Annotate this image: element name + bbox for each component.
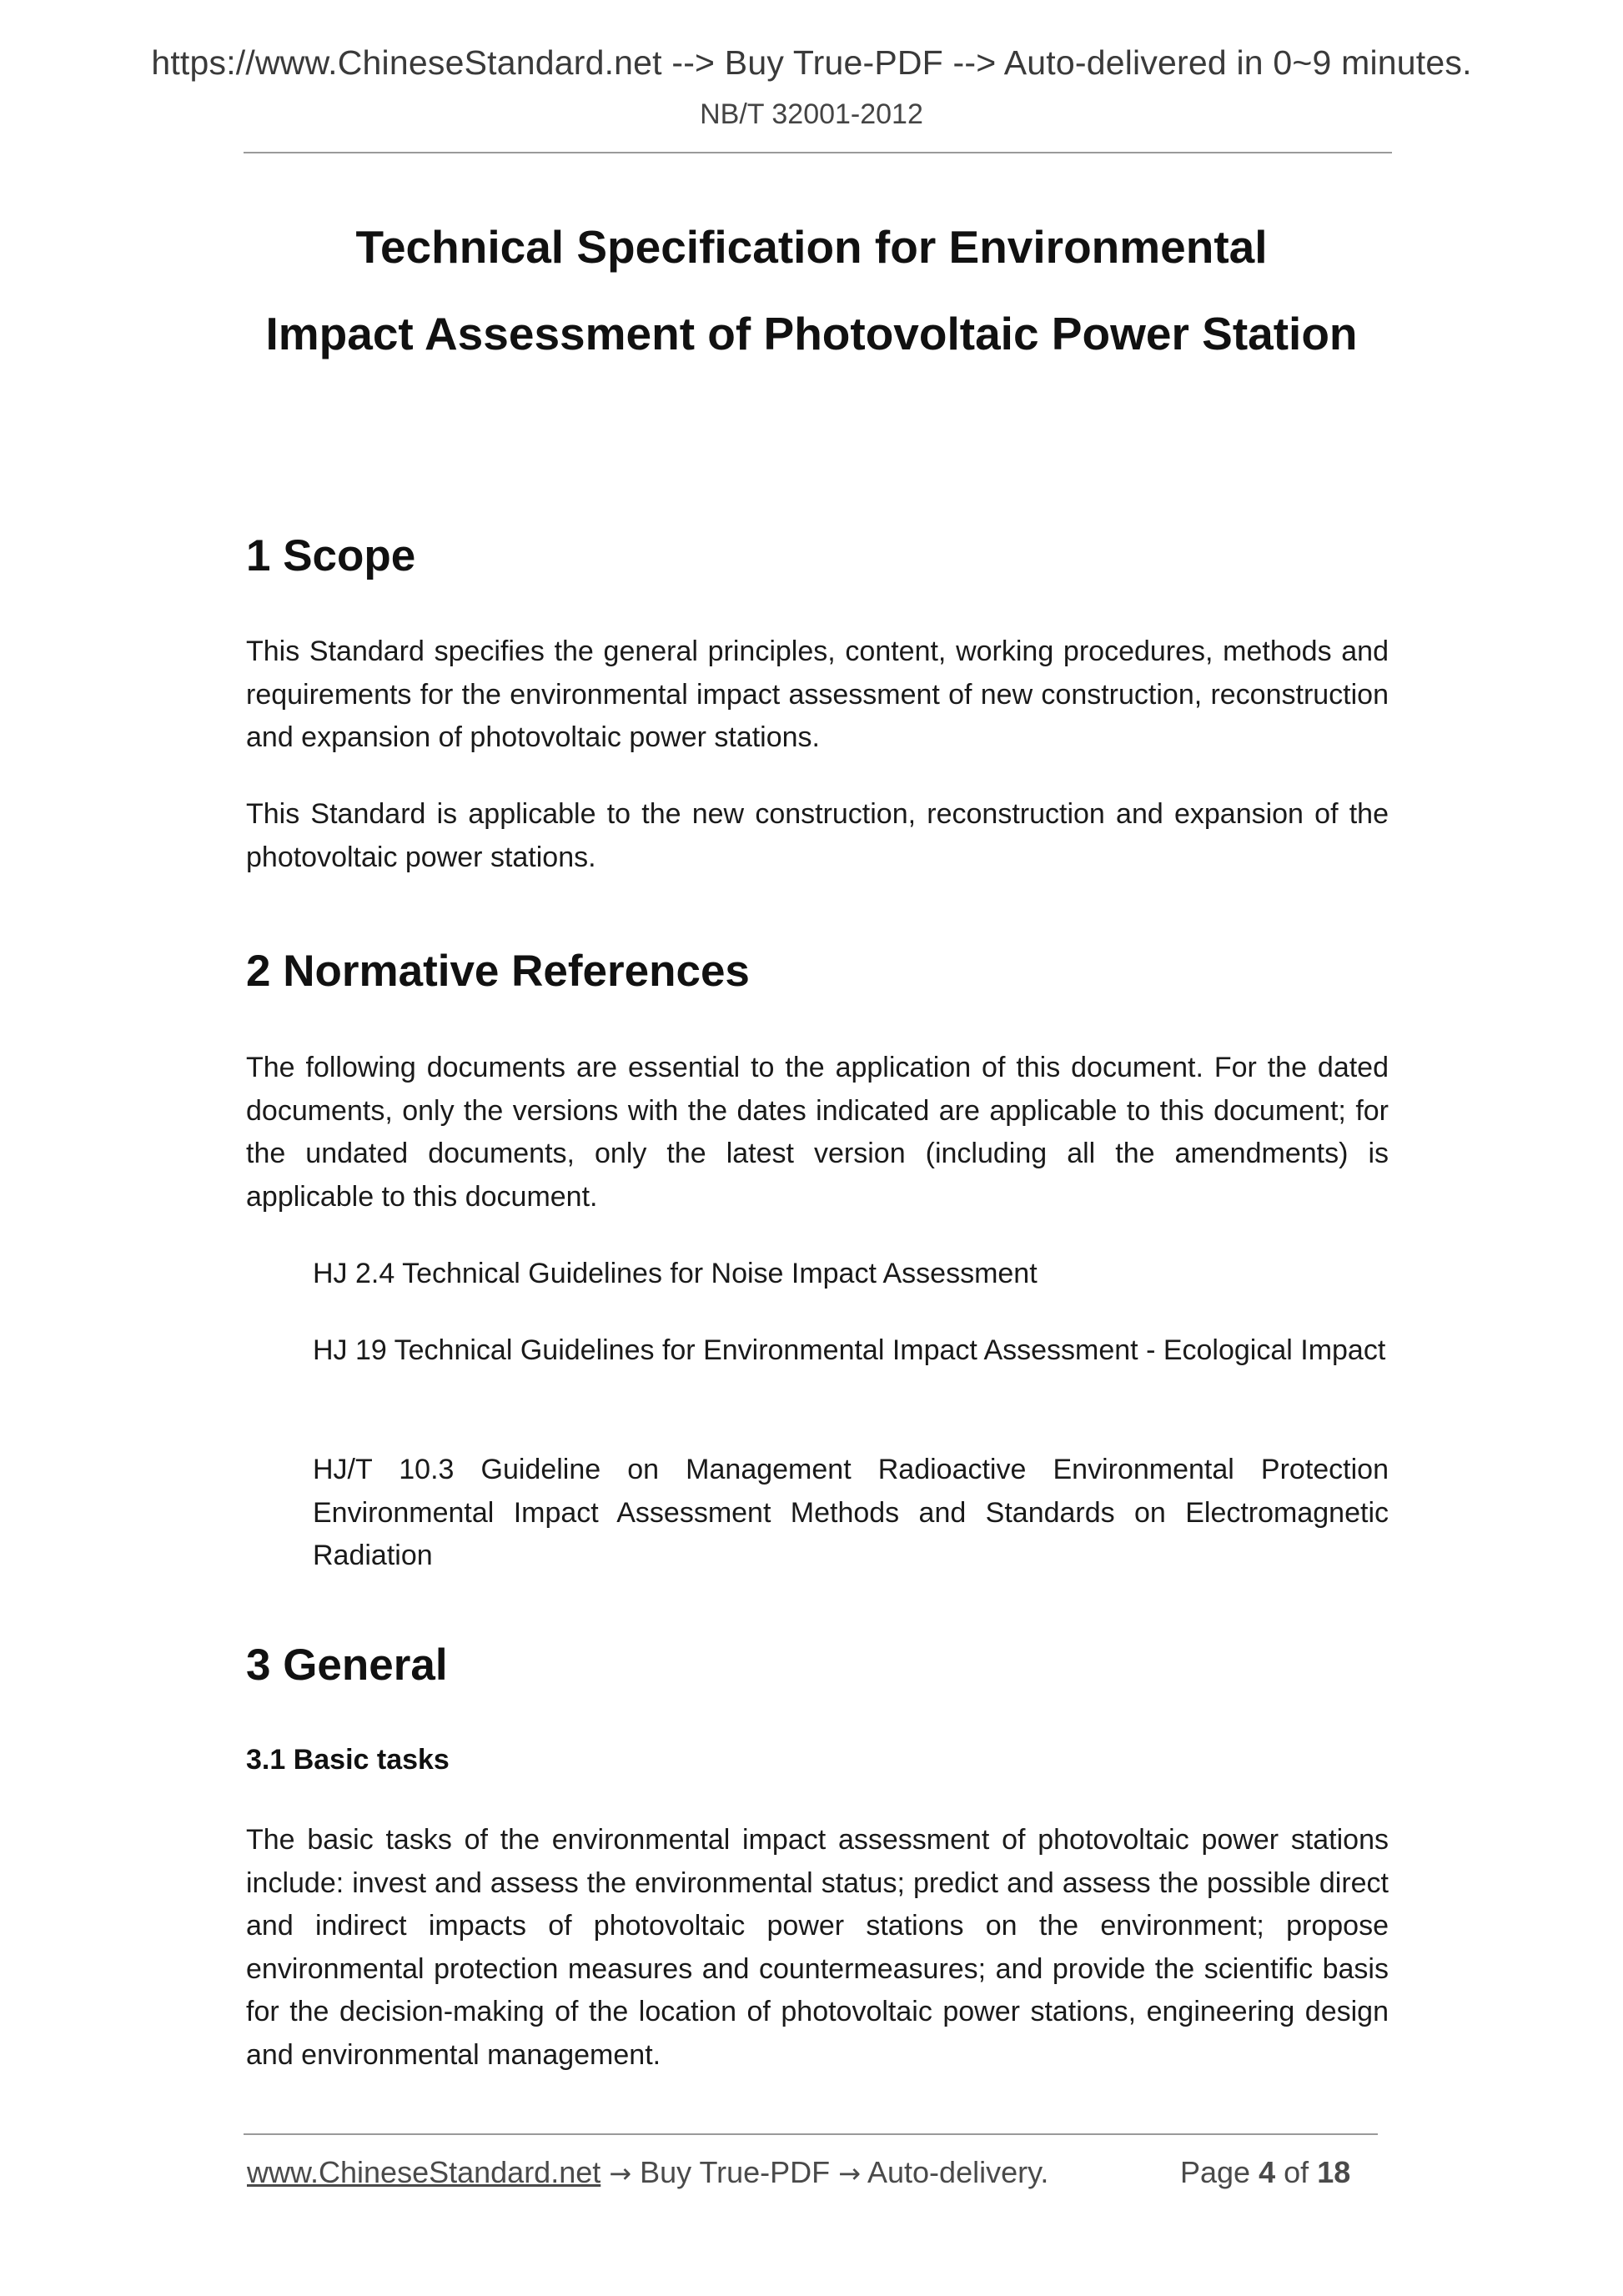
section-heading-normative-references: 2 Normative References <box>246 947 750 996</box>
of-label: of <box>1284 2155 1309 2189</box>
document-title-line-1: Technical Specification for Environmental <box>355 221 1268 273</box>
page-indicator <box>1180 2155 1350 2190</box>
subsection-heading-basic-tasks: 3.1 Basic tasks <box>246 1744 450 1776</box>
document-title-line-2: Impact Assessment of Photovoltaic Power Station <box>265 308 1358 359</box>
basic-tasks-paragraph: The basic tasks of the environmental impact assessment of photovoltaic power stations include: invest and assess the environmental status; predict and assess the possible direct and indirect impacts of photovoltaic power stations on the environment; propose environmental protection measures and countermeasures; and provide the scientific basis for the decision-making of the location of photovoltaic power stations, engineering design and environmental management. <box>246 1824 1389 2071</box>
scope-paragraph-1: This Standard specifies the general principles, content, working procedures, methods and requirements for the environmental impact assessment of new construction, reconstruction and expansion of photovoltaic power stations. <box>246 636 1389 753</box>
reference-item-hj-2-4: HJ 2.4 Technical Guidelines for Noise Impact Assessment <box>313 1258 1038 1289</box>
section-heading-general: 3 General <box>246 1640 448 1690</box>
footer-buy-text: Buy True-PDF <box>640 2155 831 2189</box>
reference-item-hj-19: HJ 19 Technical Guidelines for Environmental Impact Assessment - Ecological Impact <box>313 1334 1386 1366</box>
normative-paragraph-1: The following documents are essential to the application of this document. For the dated documents, only the versions with the dates indicated are applicable to this document; for the undated documents, only the latest version (including all the amendments) is applicable to this document. <box>246 1052 1389 1213</box>
footer-divider <box>244 2133 1378 2135</box>
arrow-right-icon: → <box>609 2158 632 2189</box>
section-heading-scope: 1 Scope <box>246 531 416 580</box>
current-page-number: 4 <box>1259 2155 1276 2189</box>
total-page-count: 18 <box>1317 2155 1351 2189</box>
footer-site-link[interactable]: www.ChineseStandard.net <box>247 2155 601 2189</box>
arrow-right-icon: → <box>838 2158 861 2189</box>
standard-number: NB/T 32001-2012 <box>700 98 923 130</box>
header-divider <box>244 152 1392 153</box>
reference-item-hj-t-10-3: HJ/T 10.3 Guideline on Management Radioactive Environmental Protection Environmental Impact Assessment Methods and Standards on Electromagnetic Radiation <box>313 1454 1389 1571</box>
header-promo-link[interactable]: https://www.ChineseStandard.net --> Buy True-PDF --> Auto-delivered in 0~9 minutes. <box>151 43 1472 82</box>
footer-promo <box>247 2155 1048 2190</box>
footer-delivery-text: Auto-delivery. <box>867 2155 1049 2189</box>
page-label: Page <box>1180 2155 1251 2189</box>
scope-paragraph-2: This Standard is applicable to the new construction, reconstruction and expansion of the photovoltaic power stations. <box>246 798 1389 873</box>
